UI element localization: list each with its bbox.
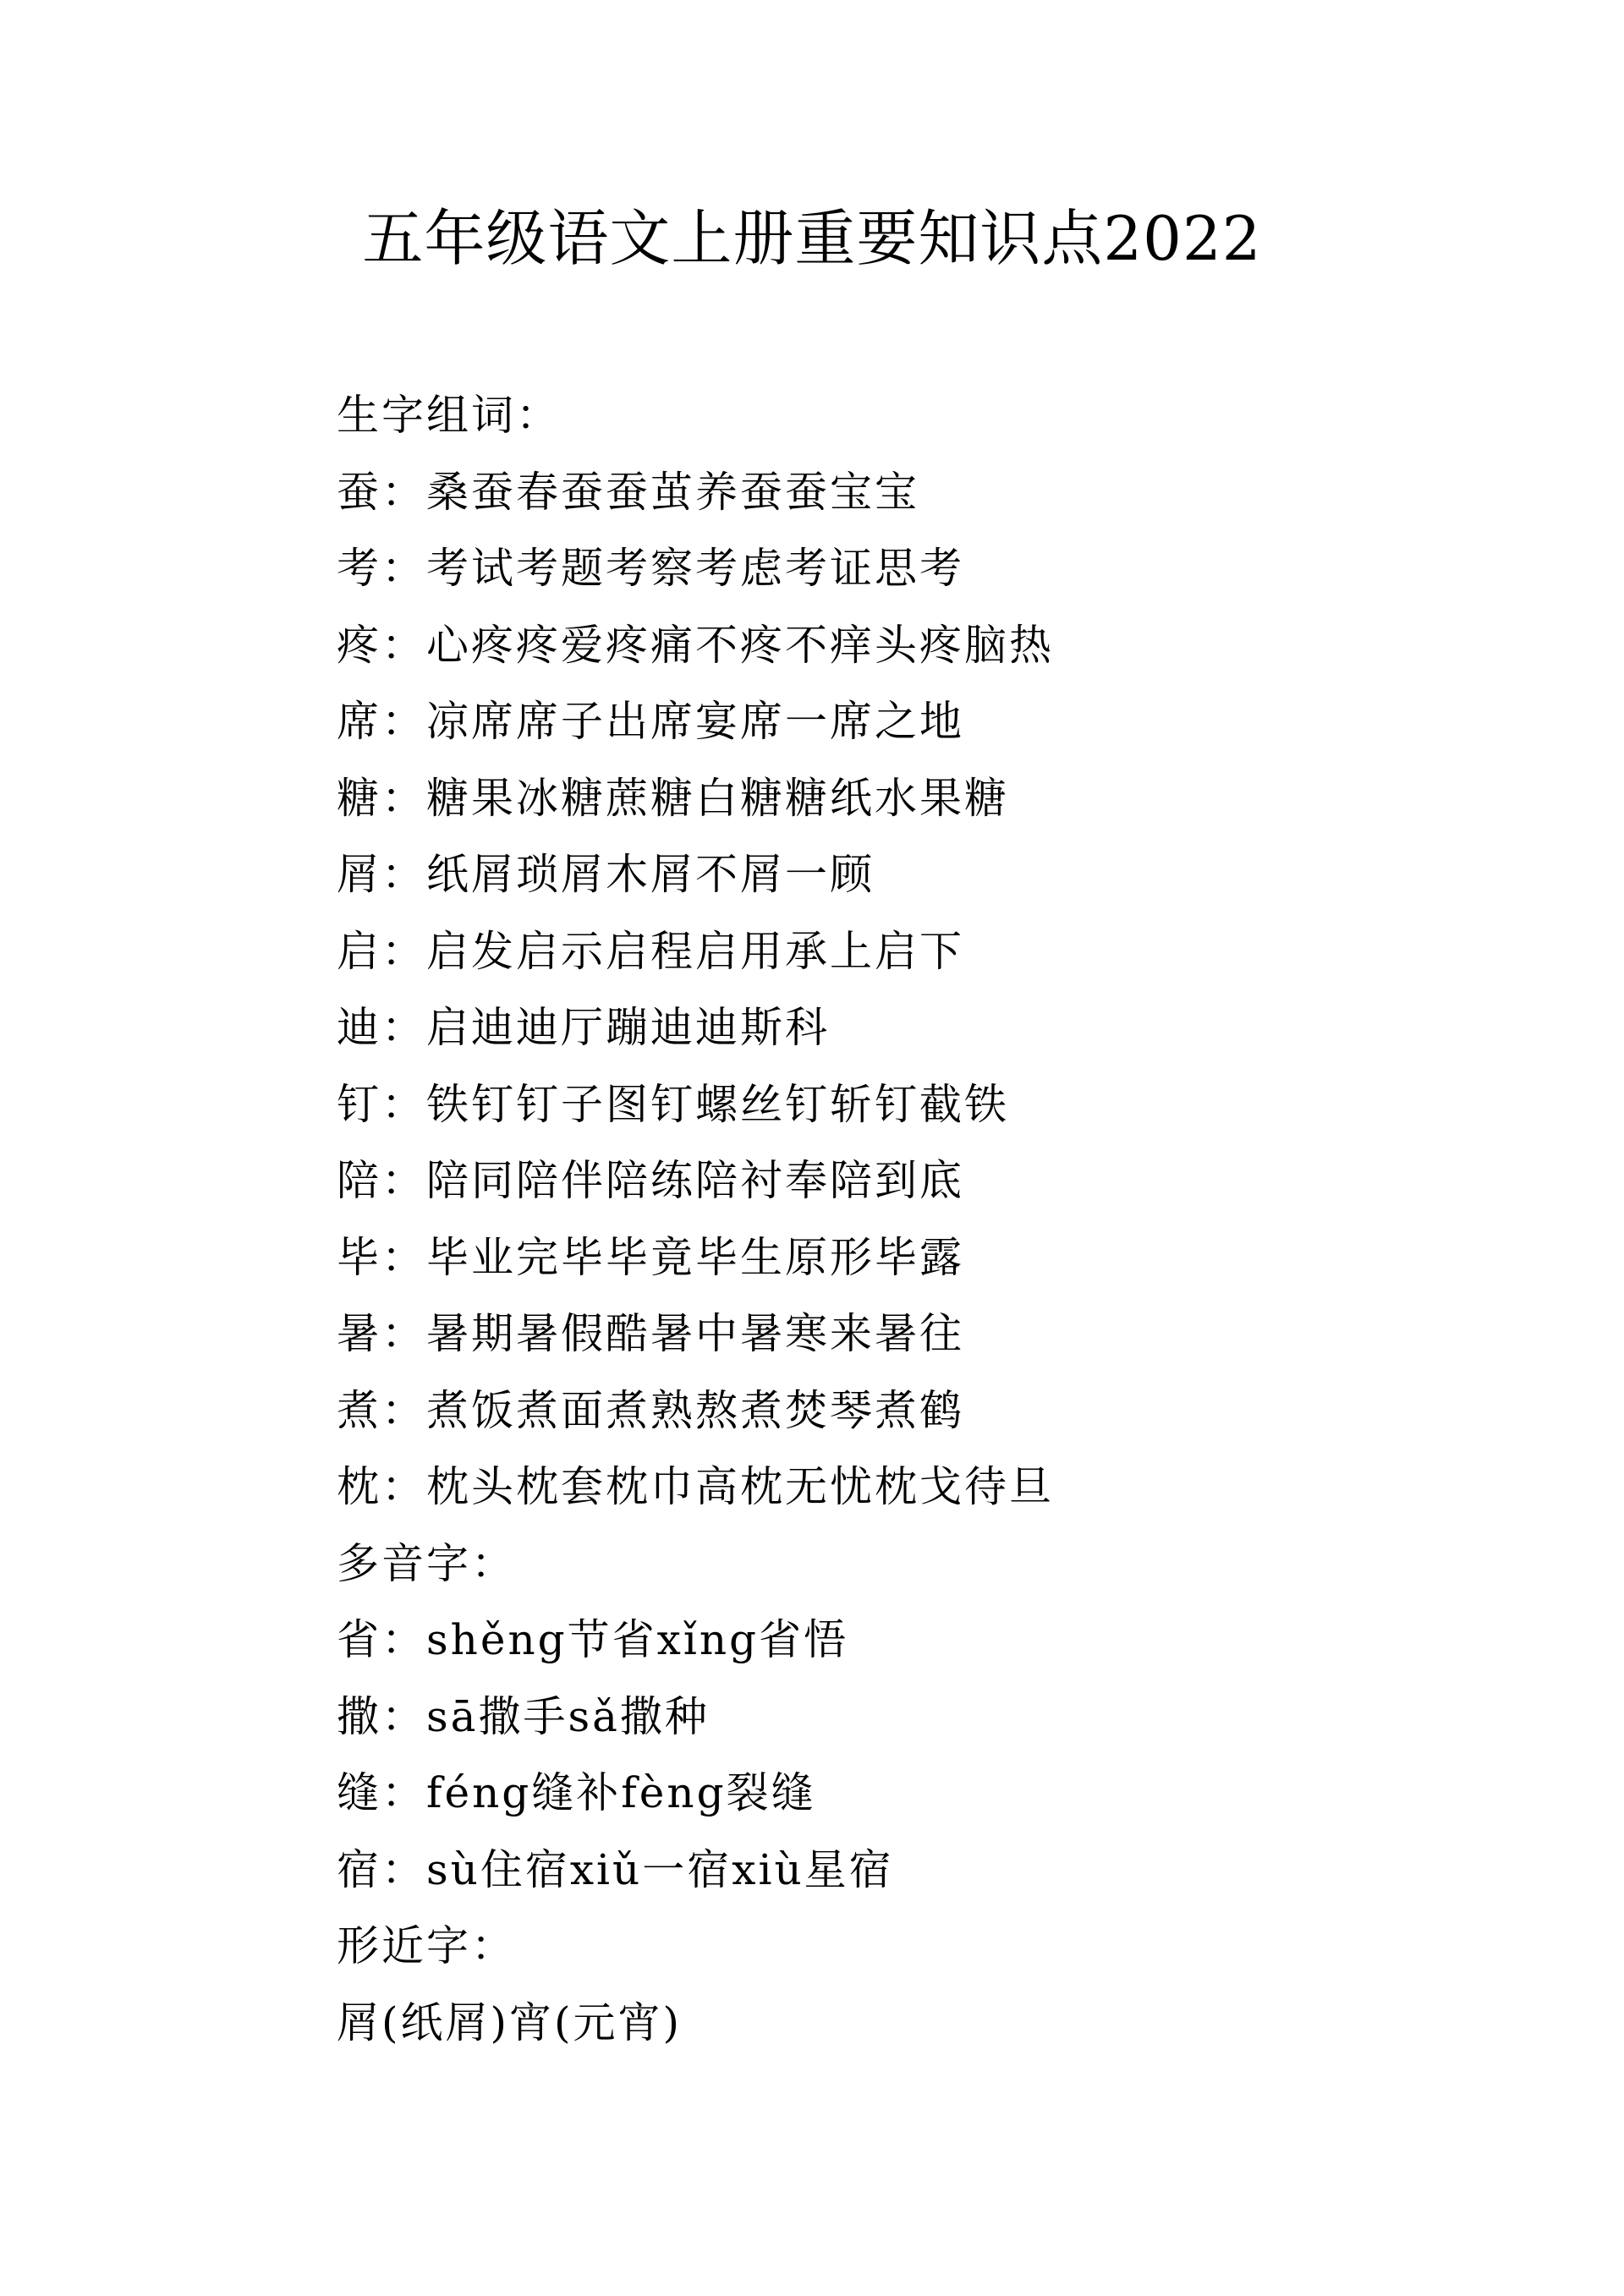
polyphone-line: 宿：sù住宿xiǔ一宿xiù星宿 [337, 1844, 894, 1894]
vocabulary-line: 疼：心疼疼爱疼痛不疼不痒头疼脑热 [337, 620, 1054, 670]
vocabulary-line: 迪：启迪迪厅蹦迪迪斯科 [337, 1003, 830, 1052]
vocabulary-line: 暑：暑期暑假酷暑中暑寒来暑往 [337, 1309, 964, 1358]
vocabulary-line: 煮：煮饭煮面煮熟熬煮焚琴煮鹤 [337, 1385, 964, 1435]
vocabulary-line: 钉：铁钉钉子图钉螺丝钉斩钉截铁 [337, 1079, 1009, 1129]
similar-character-line: 屑(纸屑)宵(元宵) [337, 1997, 683, 2047]
polyphone-line: 缝：féng缝补fèng裂缝 [337, 1768, 816, 1817]
polyphone-line: 撒：sā撒手sǎ撒种 [337, 1691, 710, 1741]
vocabulary-line: 枕：枕头枕套枕巾高枕无忧枕戈待旦 [337, 1462, 1054, 1511]
vocabulary-line: 毕：毕业完毕毕竟毕生原形毕露 [337, 1232, 964, 1282]
vocabulary-line: 屑：纸屑琐屑木屑不屑一顾 [337, 850, 875, 899]
section-heading-vocabulary: 生字组词： [337, 391, 561, 440]
vocabulary-line: 陪：陪同陪伴陪练陪衬奉陪到底 [337, 1156, 964, 1205]
section-heading-polyphones: 多音字： [337, 1538, 516, 1588]
vocabulary-line: 蚕：桑蚕春蚕蚕茧养蚕蚕宝宝 [337, 467, 919, 517]
vocabulary-line: 启：启发启示启程启用承上启下 [337, 926, 964, 976]
vocabulary-line: 考：考试考题考察考虑考证思考 [337, 544, 964, 593]
section-heading-similar-characters: 形近字： [337, 1921, 516, 1970]
polyphone-line: 省：shěng节省xǐng省悟 [337, 1615, 849, 1664]
document-body [337, 377, 1352, 2061]
document-title: 五年级语文上册重要知识点2022 [362, 203, 1262, 274]
vocabulary-line: 席：凉席席子出席宴席一席之地 [337, 697, 964, 746]
vocabulary-line: 糖：糖果冰糖蔗糖白糖糖纸水果糖 [337, 773, 1009, 823]
